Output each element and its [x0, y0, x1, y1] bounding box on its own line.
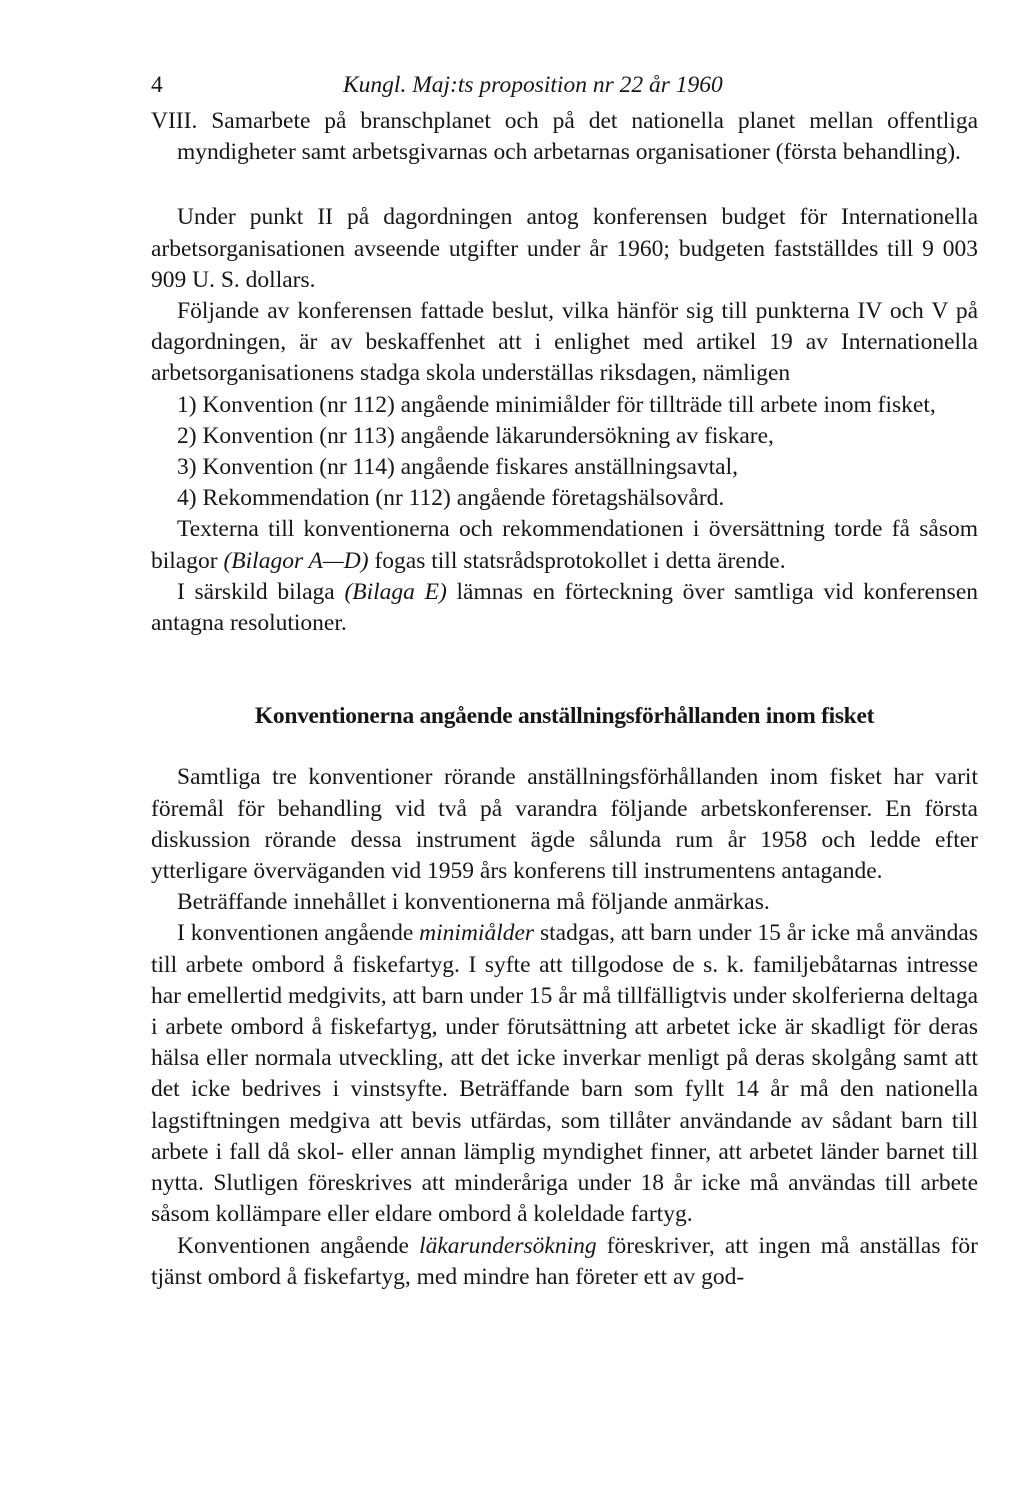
list-item-convention-114: 3) Konvention (nr 114) angående fiskares anställningsavtal,	[177, 454, 739, 481]
subsection-heading: Konventionerna angående anställningsförhållanden inom fisket	[254, 703, 875, 730]
document-page	[151, 70, 978, 1293]
text-run: Texterna till konventionerna och rekommendationen i översättning torde få såsom bilagor	[151, 516, 978, 574]
list-item-recommendation-112: 4) Rekommendation (nr 112) angående företagshälsovård.	[177, 485, 725, 512]
list-item-convention-113: 2) Konvention (nr 113) angående läkarundersökning av fiskare,	[177, 422, 774, 449]
emphasis-minimialder: minimiålder	[419, 920, 535, 947]
paragraph-resolutions	[151, 577, 978, 639]
section-body	[151, 202, 978, 639]
text-run: I konventionen angående	[177, 920, 420, 947]
text-run: Konventionen angående	[177, 1232, 420, 1259]
text-run: lämnas en förteckning över samtliga vid konferensen antagna resolutioner.	[151, 578, 978, 637]
paragraph-translations	[151, 514, 978, 576]
emphasis-bilaga-e: (Bilaga E)	[344, 578, 447, 605]
subsection-body	[151, 762, 978, 1292]
emphasis-bilagor: (Bilagor A—D)	[223, 547, 369, 574]
paragraph-minimum-age	[151, 918, 978, 1230]
text-run: föreskriver, att ingen må anställas för tjänst ombord å fiskefartyg, med mindre han företer ett av god-	[151, 1232, 978, 1290]
emphasis-lakarundersokning: läkarundersökning	[419, 1232, 597, 1259]
text-run: I särskild bilaga	[177, 578, 345, 605]
paragraph-budget: Under punkt II på dagordningen antog konferensen budget för Internationella arbetsorganisationen avseende utgifter under år 1960; budgeten fastställdes till 9 003 909 U. S. dollars.	[151, 204, 978, 293]
section-heading: VIII. Samarbete på branschplanet och på det nationella planet mellan offentliga myndigheter samt arbetsgivarnas och arbetarnas organisationer (första behandling).	[151, 108, 978, 166]
list-item-convention-112: 1) Konvention (nr 112) angående minimiålder för tillträde till arbete inom fisket,	[177, 391, 936, 418]
paragraph-decisions: Följande av konferensen fattade beslut, vilka hänför sig till punkterna IV och V på dagordningen, är av beskaffenhet att i enlighet med artikel 19 av Internationella arbetsorganisationens stadga skola underställas riksdagen, nämligen	[151, 298, 978, 387]
running-title: Kungl. Maj:ts proposition nr 22 år 1960	[343, 72, 723, 98]
paragraph-remarks-intro: Beträffande innehållet i konventionerna må följande anmärkas.	[177, 889, 770, 916]
running-header	[151, 70, 978, 106]
text-run: stadgas, att barn under 15 år icke må användas till arbete ombord å fiskefartyg. I syfte att tillgodose de s. k. familjebåtarnas intresse har emellertid medgivits, att barn under 15 år må tillfälligtvis under skolferierna deltaga i arbete ombord å fiskefartyg, under förutsättning att arbetet icke är skadligt för deras hälsa eller normala utveckling, att det icke inverkar menligt på deras skolgång samt att det icke bedrives i vinstsyfte. Beträffande barn som fyllt 14 år må den nationella lagstiftningen medgiva att bevis utfärdas, som tillåter användande av sådant barn till arbete i fall då skol- eller annan lämplig myndighet finner, att arbetet länder barnet till nytta. Slutligen föreskrives att minderåriga under 18 år icke må användas till arbete såsom kollämpare eller eldare ombord å koleldade fartyg.	[151, 920, 978, 1228]
page-number: 4	[151, 72, 163, 98]
paragraph-medical-examination	[151, 1231, 978, 1293]
text-run: fogas till statsrådsprotokollet i detta ärende.	[368, 547, 786, 574]
paragraph-conventions-overview: Samtliga tre konventioner rörande anställningsförhållanden inom fisket har varit föremål för behandling vid två på varandra följande arbetskonferenser. En första diskussion rörande dessa instrument ägde sålunda rum år 1958 och ledde efter ytterligare överväganden vid 1959 års konferens till instrumentens antagande.	[151, 764, 978, 885]
